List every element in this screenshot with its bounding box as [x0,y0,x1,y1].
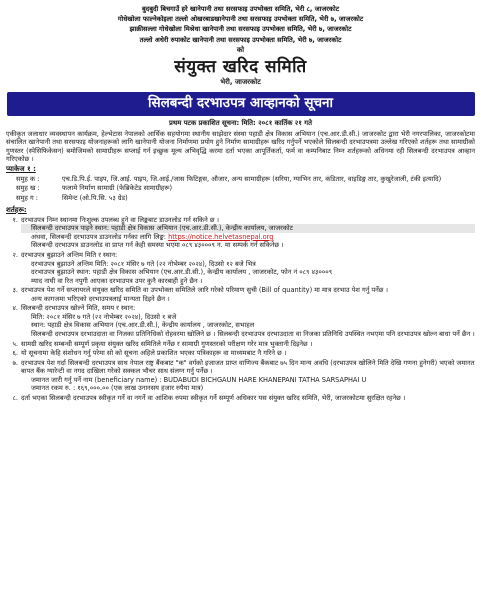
group-value: सिमेन्ट (ओ.पि.सि. ५३ ग्रेड) [62,194,128,203]
term-item [6,349,475,358]
term-line: म्याद नाघी वा रित नपुगी आएका दरभाउपत्र उपर कुनै कारबाही हुने छैन । [31,276,203,285]
terms-list [6,216,475,403]
term-number: ६. [12,349,18,358]
notice-banner [7,92,475,116]
term-item [6,359,475,393]
publication-date: प्रथम पटक प्रकाशित सूचना: मिति: २०८१ कार्तिक २१ गते [169,118,312,127]
banner-title: सिलबन्दी दरभाउपत्र आव्हानको सूचना [147,94,334,111]
term-line: सिलबन्दी दरभाउपत्र खोल्ने मिति, समय र स्थान: [21,304,136,313]
term-number: ४. [12,304,18,313]
term-line: दरभाउपत्र निम्न स्थानमा निःशुल्क उपलब्ध हुने वा लिङ्कबाट डाउनलोड गर्न सकिने छ । [21,215,220,224]
term-line: दरभाउपत्र पेश गर्दा सिलबन्दी दरभाउपत्र साथ नेपाल राष्ट्र बैंकबाट "क" वर्गको इजाजत प्राप्त वाणिज्य बैंकबाट ७५ दिन मान्य अवधि (दरभाउपत्र खोलिने मिति देखि गणना हुनेगरी) भएको जमानत बापत बैंक ग्यारेन्टी वा नगद दाखिला गरेको सक्कल भौचर साथ संलग्न गर्नु पर्नेछ । [21,358,475,376]
location-text: भेरी, जाजरकोट [220,77,261,86]
committee-line: बुदबुदी बिचगाउँ हरे खानेपानी तथा सरसफाइ उपभोक्ता समिति, भेरी ८, जाजरकोट [141,5,340,13]
group-value: एच.डि.पि.ई. पाइप, जि.आई. पाइप, जि.आई./जास फिटिङ्गस, औजार, अन्य सामाग्रीहरू (सरिया, ग्याभिन तार, कंडितार, वाइडिङ्ग तार, कुखुरेजाली, टंकी इत्यादि) [62,174,442,183]
group-row [6,175,475,184]
term-number: २. [12,250,18,259]
term-line: सामग्री खरिद सम्बन्धी सम्पूर्ण प्रकृया संयुक्त खरिद समितिले गर्नेछ र सामाग्री गुणस्तरको परीक्षण गरेर मात्र भुक्तानी दिइनेछ । [21,339,313,348]
term-line: सिलबन्दी दरभाउपत्र डाउनलोड वा प्राप्त गर्न केही समस्या भएमा ०८९ ४३०००९ न. मा सम्पर्क गर्न सकिनेछ । [31,241,284,250]
term-line: मिति: २०८१ मंसिर ७ गते (२२ नोभेम्बर २०२४), दिउसो १ बजे [31,312,177,321]
package-label: प्याकेज १ : [6,164,36,173]
connector-text: को [236,45,245,54]
term-line: दरभाउपत्र बुझाउने स्थान: पहाडी क्षेत्र विकास अभियान (एच.आर.डी.सी.), केन्द्रीय कार्यालय , जाजरकोट, फोन नं ०८९ ४३०००९ [31,268,333,277]
term-line: सिलबन्दी दरभाउपत्र पाइने स्थान: पहाडी क्षेत्र विकास अभियान (एच.आर.डी.सी.), केन्द्रीय कार्यालय, जाजरकोट [21,224,475,233]
committee-list [6,4,475,45]
beneficiary-line: जमानत जारी गर्नु पर्ने नाम (beneficiary name) : BUDABUDI BICHGAUN HARE KHANEPANI TATHA SARSAPHAI U [31,375,367,384]
committee-title: संयुक्त खरिद समिति [174,56,307,77]
term-item [6,304,475,338]
committee-line: तल्लो अधेरी रुपाकोट खानेपानी तथा सरसफाइ उपभोक्ता समिति, भेरी ७, जाजरकोट [139,35,342,44]
term-line: दर्ता भएका सिलबन्दी दरभाउपत्र स्वीकृत गर्ने वा नगर्ने वा आंशिक रुपमा स्वीकृत गर्ने सम्पूर्ण अधिकार यस संयुक्त खरिद समिति, भेरी, जाजरकोटमा सुरक्षित रहनेछ । [21,393,406,402]
group-row [6,194,475,203]
term-line: दरभाउपत्र बुझाउने अन्तिम मिति र स्थान: [21,250,118,259]
group-key: समुह ग : [16,194,39,203]
term-item [6,216,475,250]
term-item [6,394,475,403]
guarantee-amount: जमानत रकम रु. : १६९,०००.०० (एक लाख उनानसय हजार रुपैया मात्र) [31,384,204,393]
term-number: ५. [12,339,18,348]
term-number: ३. [12,286,18,295]
group-key: समुह क : [16,174,40,183]
term-line: स्थान: पहाडी क्षेत्र विकास अभियान (एच.आर.डी.सी.), केन्द्रीय कार्यालय , जाजरकोट, सभाहल [31,321,255,330]
term-line: अन्य कागजमा भरिएको दरभाउपत्रलाई मान्यता दिइने छैन । [31,294,170,303]
term-item [6,340,475,349]
term-number: ८. [12,393,18,402]
term-item [6,251,475,285]
term-line: दरभाउपत्र पेश गर्ने सप्लायरले संयुक्त खरिद समिति वा उपभोक्ता समितिले जारि गरेको परिमाण सुची (Bill of quantity) मा मात्र दरभाउ पेश गर्नु पर्नेछ । [21,286,389,295]
term-line: दरभाउपत्र बुझाउने अन्तिम मिति: २०८१ मंसिर ७ गते (२२ नोभेम्बर २०२४), दिउसो १२ बजे भित्र [31,259,256,268]
committee-line: झाक्रीसल्ला गोधेखोला मिश्रेधा खानेपानी तथा सरसफाइ उपभोक्ता समिति, भेरी ७, जाजरकोट [129,25,352,34]
terms-label: शर्तहरू: [6,205,27,214]
term-line: यो सूचनामा केहि संशोधन गर्नु परेमा सो को सूचना अहिले प्रकाशित भएका पत्रिकाहरू वा माध्यमबाट नै गरिने छ । [21,349,287,358]
group-list [6,175,475,203]
term-line: अथवा, सिलबन्दी दरभाउपत्र डाउनलोड गर्नका लागि लिङ्क: [31,232,167,241]
term-item [6,286,475,303]
term-line: सिलबन्दी दरभाउपत्र दरभाउदाता वा निजका प्रतिनिधिको रोहवरमा खोलिने छ । सिलबन्दी दरभाउपत्र दरभाउदाता वा निजका प्रतिनिधि उपस्थित नभएमा पनि दरभाउपत्र खोल्न बाधा पर्ने छैन । [31,330,475,339]
download-link[interactable]: https://notice.helvetasnepal.org [168,232,274,241]
group-value: फलामे निर्माण सामाग्री (फेब्रिकेटेड सामाग्रीहरू) [62,184,173,193]
intro-paragraph: एकीकृत जलाधार व्यवस्थापन कार्यक्रम, हेल्भेटास नेपालको आर्थिक सहयोगमा स्थानीय साझेदार संस्था पहाडी क्षेत्र विकास अभियान (एच.आर.डी.सी.) जाजरकोट द्वारा भेरी नगरपालिका, जाजरकोटमा संचालित खानेपानी तथा सरसफाइ योजनाहरूको लागि खानेपानी योजना निर्माणमा प्रयोग हुने निर्माण सामाग्रीहरू खरिद गर्नुपर्ने भएकोले सिलबन्दी दरभाउपत्रमा उल्लेख गरिएको शर्तहरू तथा सामाग्रीको गुणस्तर (स्पेसिफिकेसन) बमोजिमको सामाग्रीहरू सप्लाई गर्न इच्छुक मूल्य अभिवृद्धि करमा दर्ता भएका आपूर्तिकर्ता, फर्म वा कम्पनिबाट निम्न शर्तहरूको अधिनमा रही सिलबन्दी दरभाउपत्र आव्हान गरिएकोछ । [6,129,475,164]
term-number: ७. [12,358,18,367]
committee-line: गोधेखोला फाल्नेकोइला तल्लो ओखरबाडखानेपानी तथा सरसफाइ उपभोक्ता समिति, भेरी ७, जाजरकोट [117,15,364,24]
term-number: १. [12,215,18,224]
group-row [6,184,475,193]
group-key: समुह ख : [16,184,40,193]
